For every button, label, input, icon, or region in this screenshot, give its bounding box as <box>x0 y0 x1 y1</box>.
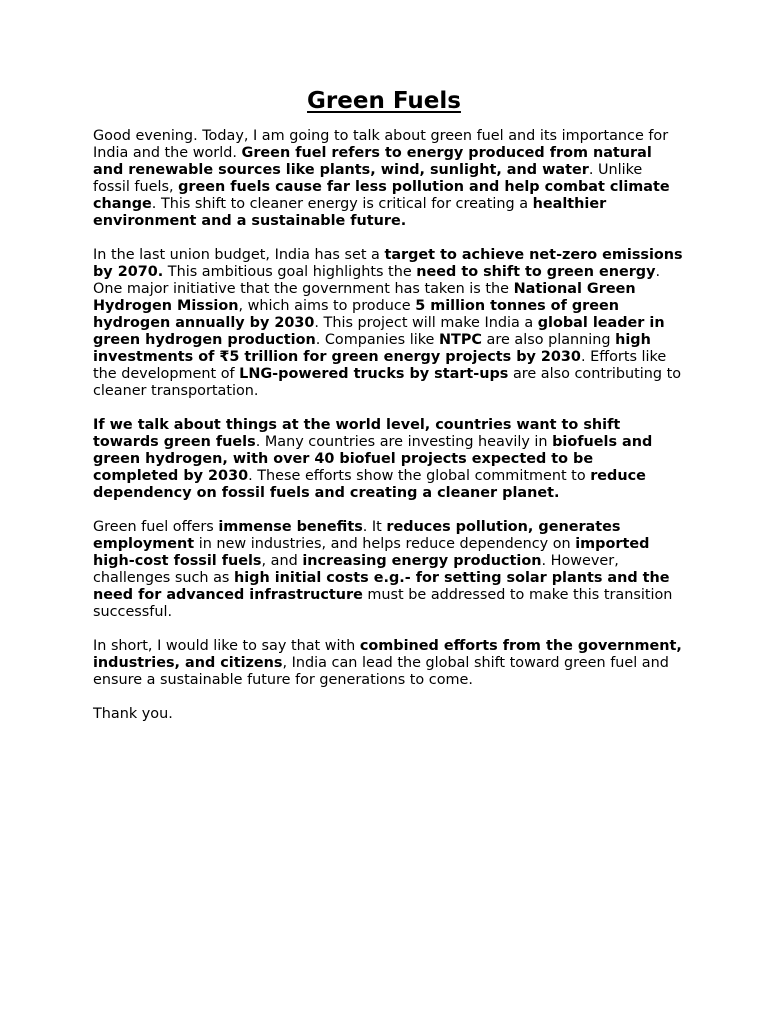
text-run: This ambitious goal highlights the <box>163 264 417 280</box>
bold-text-run: combined efforts from the government, industries, and citizens <box>93 638 682 671</box>
text-run: . One major initiative that the government has taken is the <box>93 264 661 297</box>
text-run: . This project will make India a <box>314 315 538 331</box>
text-run: Thank you. <box>93 706 173 722</box>
paragraph <box>93 128 683 230</box>
paragraph <box>93 519 683 621</box>
text-run: are also planning <box>481 332 616 348</box>
bold-text-run: 5 million tonnes of green hydrogen annually by 2030 <box>93 298 620 331</box>
paragraph <box>93 638 683 689</box>
text-run: . These efforts show the global commitment to <box>248 468 591 484</box>
text-run: in new industries, and helps reduce dependency on <box>194 536 576 552</box>
text-run: . Companies like <box>315 332 439 348</box>
bold-text-run: healthier environment and a sustainable future. <box>93 196 607 229</box>
document-body <box>93 128 683 740</box>
bold-text-run: green fuels cause far less pollution and help combat climate change <box>93 179 670 212</box>
text-run: must be addressed to make this transition successful. <box>93 587 673 620</box>
bold-text-run: NTPC <box>438 332 482 348</box>
text-run: . However, challenges such as <box>93 553 619 586</box>
text-run: Green fuel offers <box>93 519 219 535</box>
text-run: , which aims to produce <box>238 298 416 314</box>
text-run: , and <box>261 553 303 569</box>
text-run: . Many countries are investing heavily in <box>255 434 553 450</box>
text-run: In short, I would like to say that with <box>93 638 360 654</box>
bold-text-run: immense benefits <box>218 519 363 535</box>
paragraph <box>93 247 683 400</box>
bold-text-run: high initial costs e.g.- for setting solar plants and the need for advanced infrastructure <box>93 570 670 603</box>
document-title: Green Fuels <box>307 88 461 114</box>
bold-text-run: biofuels and green hydrogen, with over 40 biofuel projects expected to be completed by 2030 <box>93 434 653 484</box>
bold-text-run: National Green Hydrogen Mission <box>93 281 636 314</box>
bold-text-run: Green fuel refers to energy produced from natural and renewable sources like plants, wind, sunlight, and water <box>93 145 652 178</box>
text-run: . This shift to cleaner energy is critical for creating a <box>151 196 533 212</box>
text-run: . Efforts like the development of <box>93 349 667 382</box>
bold-text-run: If we talk about things at the world level, countries want to shift towards green fuels <box>93 417 621 450</box>
bold-text-run: target to achieve net-zero emissions by 2070. <box>93 247 683 280</box>
text-run: are also contributing to cleaner transportation. <box>93 366 682 399</box>
bold-text-run: reduce dependency on fossil fuels and creating a cleaner planet. <box>93 468 646 501</box>
bold-text-run: reduces pollution, generates employment <box>93 519 621 552</box>
text-run: . Unlike fossil fuels, <box>93 162 643 195</box>
bold-text-run: high investments of ₹5 trillion for green energy projects by 2030 <box>93 332 651 365</box>
paragraph <box>93 417 683 502</box>
bold-text-run: imported high-cost fossil fuels <box>93 536 650 569</box>
text-run: , India can lead the global shift toward green fuel and ensure a sustainable future for generations to come. <box>93 655 669 688</box>
paragraph <box>93 706 683 723</box>
text-run: . It <box>362 519 387 535</box>
text-run: Good evening. Today, I am going to talk about green fuel and its importance for India and the world. <box>93 128 669 161</box>
text-run: In the last union budget, India has set a <box>93 247 385 263</box>
bold-text-run: LNG-powered trucks by start-ups <box>239 366 509 382</box>
bold-text-run: increasing energy production <box>302 553 542 569</box>
bold-text-run: global leader in green hydrogen production <box>93 315 665 348</box>
bold-text-run: need to shift to green energy <box>416 264 656 280</box>
